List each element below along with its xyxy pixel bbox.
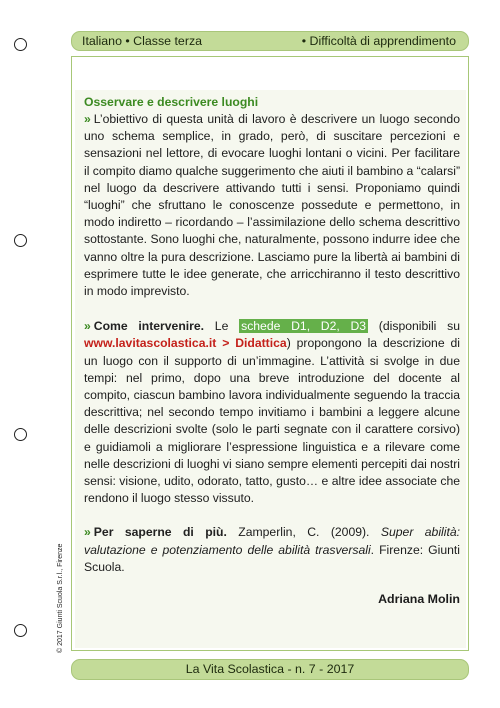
reference-author: Zamperlin, C. (2009). bbox=[226, 525, 381, 540]
binder-hole-3 bbox=[14, 428, 27, 441]
intro-text: L’obiettivo di questa unità di lavoro è descrivere un luogo secondo uno schema semplice, in grado, però, di suscitare percezioni e sensazioni nel lettore, di evocare luoghi lontani o vicini. Per facilitare il compito diamo qualche suggerimento che aiuti il bambino a “calarsi” nel luogo da descrivere attivando tutti i sensi. Proponiamo quindi “luoghi” che sfruttano le conoscenze possedute e permettono, in modo indiretto – ricordando – l’assimilazione dello schema descrittivo sottostante. Sono luoghi che, naturalmente, possono indurre idee che vanno oltre la pura descrizione. Lasciamo pure la libertà ai bambini di esprimere tutte le idee generate, che arricchiranno il testo descrittivo in modo imprevisto. bbox=[84, 112, 460, 299]
copyright-notice: © 2017 Giunti Scuola S.r.l., Firenze bbox=[57, 543, 64, 653]
header-subject: Italiano • Classe terza bbox=[82, 34, 203, 48]
binder-hole-2 bbox=[14, 234, 27, 247]
bullet-arrow-icon: » bbox=[84, 525, 91, 540]
come-intervenire-lead: Come intervenire. bbox=[93, 319, 205, 334]
page-header bbox=[71, 31, 469, 51]
bullet-arrow-icon: » bbox=[84, 319, 91, 334]
binder-hole-1 bbox=[14, 38, 27, 51]
website-link[interactable]: www.lavitascolastica.it > Didattica bbox=[84, 336, 287, 351]
per-saperne-lead: Per saperne di più. bbox=[93, 525, 227, 540]
schede-highlight: schede D1, D2, D3 bbox=[241, 319, 367, 334]
come-intervenire-text: ) propongono la descrizione di un luogo con il supporto di un’immagine. L’attività si svolge in due tempi: nel primo, dopo una breve introduzione del docente al compito, ciascun bambino lavora individualmente seguendo la traccia descrittiva; nel secondo tempo invitiamo i bambini a leggere alcune delle descrizioni svolte (solo le parti segnate con il carattere corsivo) e guidiamoli a migliorare l’espressione linguistica e a rilevare come nelle descrizioni di luoghi vi siano sempre elementi percepiti dai nostri sensi: visione, udito, odorato, tatto, gusto… e altre idee associate che rendono il luogo stesso vissuto. bbox=[84, 336, 460, 506]
intro-paragraph bbox=[84, 111, 460, 300]
come-intervenire-mid: (disponibili su bbox=[368, 319, 460, 334]
article-body bbox=[84, 94, 460, 608]
binder-hole-4 bbox=[14, 624, 27, 637]
come-intervenire-pre: Le bbox=[204, 319, 240, 334]
reference-title: Super abilità: valutazione e potenziamento delle abilità trasversali bbox=[84, 525, 461, 557]
per-saperne-paragraph bbox=[84, 524, 460, 576]
header-topic: • Difficoltà di apprendimento bbox=[301, 34, 456, 48]
author-signature: Adriana Molin bbox=[378, 592, 460, 607]
bullet-arrow-icon: » bbox=[84, 112, 91, 126]
reference-publisher: . Firenze: Giunti Scuola. bbox=[84, 542, 460, 574]
section-title: Osservare e descrivere luoghi bbox=[84, 95, 259, 109]
come-intervenire-paragraph bbox=[84, 318, 460, 507]
page-footer: La Vita Scolastica - n. 7 - 2017 bbox=[71, 659, 469, 680]
